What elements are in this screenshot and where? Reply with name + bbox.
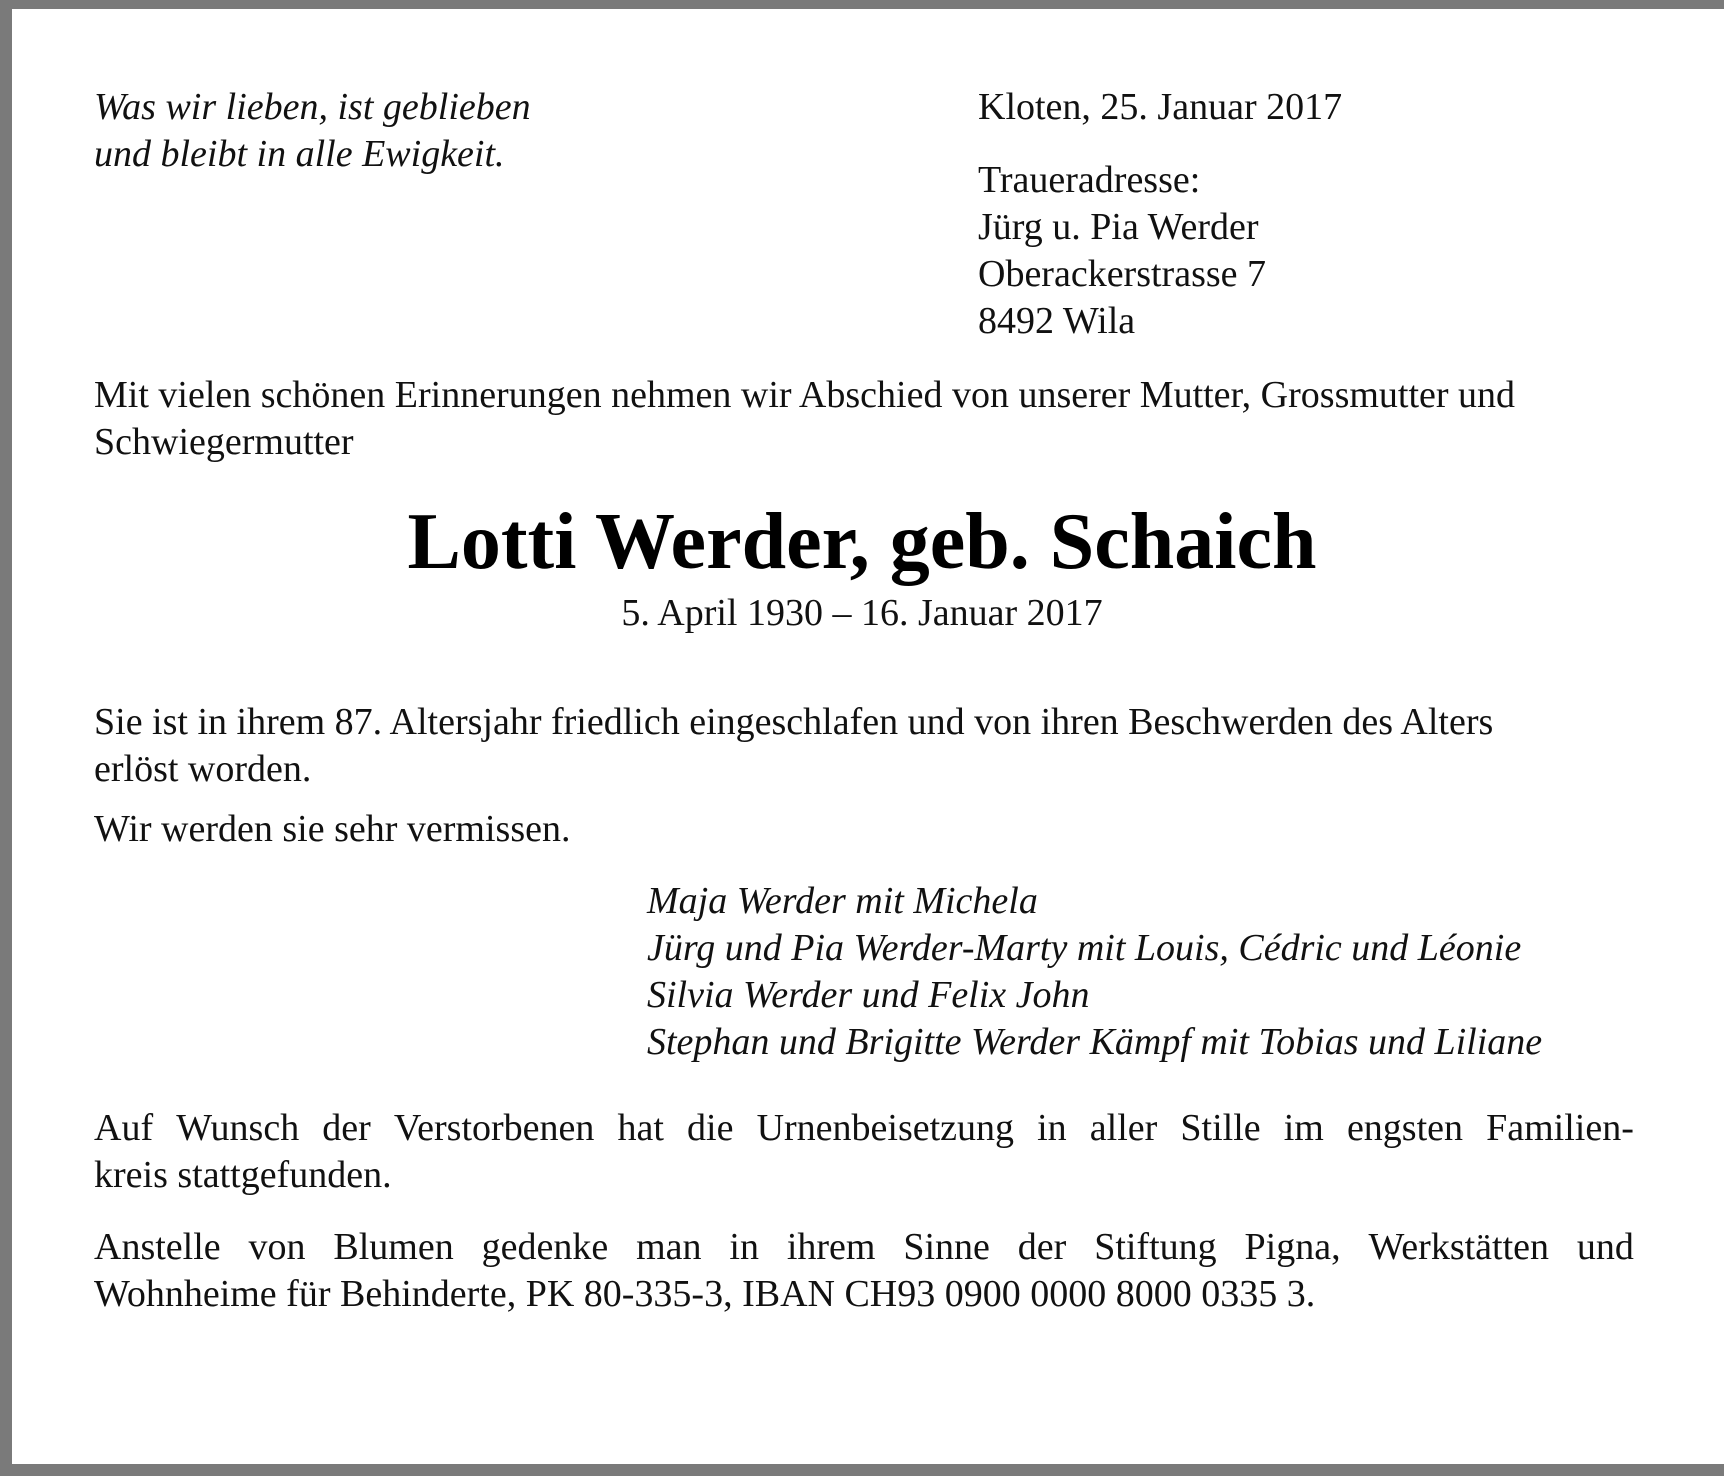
word: Verstorbenen: [393, 1107, 595, 1149]
paragraph-miss: Wir werden sie sehr vermissen.: [94, 808, 571, 850]
paragraph-passing-line-2: erlöst worden.: [94, 748, 312, 790]
family-member: Jürg und Pia Werder-Marty mit Louis, Cédric und Léonie: [647, 927, 1522, 969]
address-label: Traueradresse:: [978, 159, 1201, 201]
word: Anstelle: [94, 1226, 221, 1268]
paragraph-passing-line-1: Sie ist in ihrem 87. Altersjahr friedlich eingeschlafen und von ihren Beschwerden des Alters: [94, 701, 1494, 743]
word: der: [322, 1107, 371, 1149]
word: gedenke: [481, 1226, 609, 1268]
word: von: [248, 1226, 306, 1268]
word: Wunsch: [176, 1107, 300, 1149]
word: Sinne: [903, 1226, 990, 1268]
address-city: 8492 Wila: [978, 300, 1136, 342]
family-member: Stephan und Brigitte Werder Kämpf mit Tobias und Liliane: [647, 1021, 1543, 1063]
paragraph-donation-line-1: [94, 1224, 1634, 1271]
paragraph-burial: [94, 1105, 1634, 1199]
word: hat: [617, 1107, 664, 1149]
word: Pigna,: [1244, 1226, 1341, 1268]
word: in: [1037, 1107, 1067, 1149]
motto-line-1: Was wir lieben, ist geblieben: [94, 86, 531, 128]
family-member: Silvia Werder und Felix John: [647, 974, 1090, 1016]
intro-line-2: Schwiegermutter: [94, 421, 354, 463]
paragraph-donation: [94, 1224, 1634, 1318]
word: Urnenbeisetzung: [756, 1107, 1015, 1149]
intro-paragraph: [94, 372, 1634, 466]
motto-line-2: und bleibt in alle Ewigkeit.: [94, 133, 505, 175]
life-dates: 5. April 1930 – 16. Januar 2017: [621, 592, 1103, 634]
paragraph-burial-line-1: [94, 1105, 1634, 1152]
paragraph-donation-line-2: Wohnheime für Behinderte, PK 80-335-3, IBAN CH93 0900 0000 8000 0335 3.: [94, 1273, 1316, 1315]
word: und: [1576, 1226, 1634, 1268]
family-signatures: [647, 878, 1542, 1066]
word: Stille: [1180, 1107, 1261, 1149]
word: in: [729, 1226, 759, 1268]
family-member: Maja Werder mit Michela: [647, 880, 1038, 922]
motto-quote: [94, 84, 531, 178]
paragraph-passing: [94, 699, 1634, 793]
word: engsten: [1346, 1107, 1464, 1149]
word: Stiftung: [1094, 1226, 1217, 1268]
word: Blumen: [333, 1226, 454, 1268]
mourning-address: [978, 157, 1266, 345]
address-name: Jürg u. Pia Werder: [978, 206, 1259, 248]
word: man: [636, 1226, 702, 1268]
address-street: Oberackerstrasse 7: [978, 253, 1267, 295]
intro-line-1-text: Mit vielen schönen Erinnerungen nehmen wir Abschied von unserer Mutter, Grossmutter und: [94, 374, 1516, 416]
word: aller: [1089, 1107, 1158, 1149]
word: ihrem: [786, 1226, 876, 1268]
deceased-name: Lotti Werder, geb. Schaich: [407, 498, 1317, 586]
place-date: Kloten, 25. Januar 2017: [978, 86, 1343, 128]
word: die: [687, 1107, 734, 1149]
word: Auf: [94, 1107, 154, 1149]
intro-line-1: [94, 372, 1634, 419]
word: Werkstätten: [1368, 1226, 1550, 1268]
word: im: [1283, 1107, 1324, 1149]
word: Familien-: [1486, 1107, 1634, 1149]
paragraph-burial-line-2: kreis stattgefunden.: [94, 1154, 392, 1196]
word: der: [1017, 1226, 1067, 1268]
